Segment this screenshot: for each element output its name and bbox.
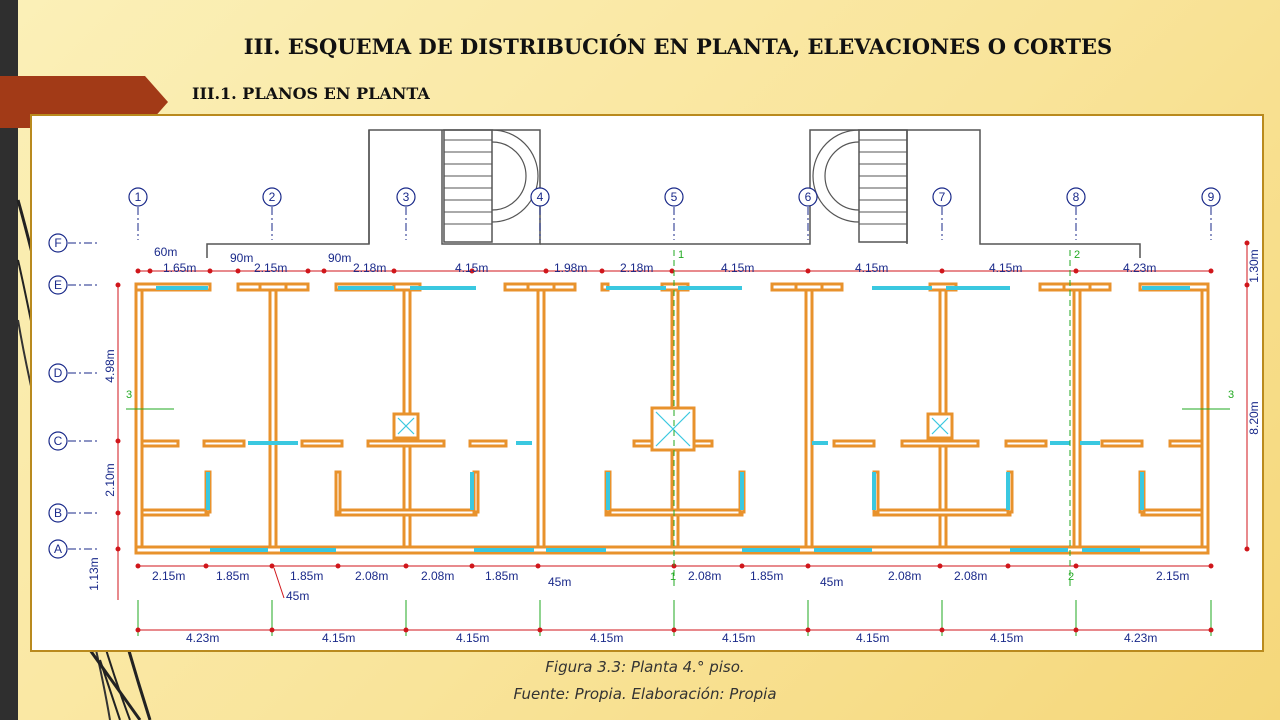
dimension-tick xyxy=(544,269,548,273)
dimension-tick xyxy=(672,628,676,632)
dimension-label-bottom: 45m xyxy=(548,575,572,589)
dimension-label-right: 1.30m xyxy=(1247,249,1261,283)
dimension-tick xyxy=(116,547,120,551)
dimension-tick xyxy=(600,269,604,273)
wall xyxy=(368,441,444,446)
dimension-label-axes: 4.15m xyxy=(590,631,624,645)
dimension-tick xyxy=(940,628,944,632)
dimension-label-top: 1.98m xyxy=(554,261,588,275)
dimension-label-bottom: 2.08m xyxy=(421,569,455,583)
wall xyxy=(142,441,178,446)
section-marker-label: 2 xyxy=(1068,571,1075,583)
wall xyxy=(1074,290,1080,547)
section-marker-label: 1 xyxy=(670,571,677,583)
dimension-tick xyxy=(740,564,744,568)
dimension-tick xyxy=(306,269,310,273)
dimension-label-top: 90m xyxy=(230,251,254,265)
wall xyxy=(902,441,978,446)
wall xyxy=(874,510,1010,515)
dimension-tick xyxy=(806,269,810,273)
dimension-label-top: 90m xyxy=(328,251,352,265)
dimension-tick xyxy=(806,564,810,568)
axis-label-7: 7 xyxy=(938,190,946,204)
dimension-tick xyxy=(538,628,542,632)
wall xyxy=(538,290,544,547)
wall xyxy=(1064,284,1090,290)
dimension-label-bottom: 2.08m xyxy=(954,569,988,583)
dimension-label-bottom: 2.15m xyxy=(1156,569,1190,583)
axis-label-6: 6 xyxy=(804,190,812,204)
dimension-label-axes: 4.15m xyxy=(322,631,356,645)
figure-caption: Figura 3.3: Planta 4.° piso. xyxy=(545,658,745,676)
wall xyxy=(1102,441,1142,446)
dimension-tick xyxy=(322,269,326,273)
dimension-tick xyxy=(204,564,208,568)
wall xyxy=(806,290,812,547)
dimension-label-bottom: 1.85m xyxy=(290,569,324,583)
axis-label-C: C xyxy=(53,434,63,448)
wall xyxy=(1142,510,1202,515)
axis-label-1: 1 xyxy=(134,190,142,204)
dimension-tick xyxy=(236,269,240,273)
wall xyxy=(270,290,276,547)
dimension-label-top: 4.15m xyxy=(455,261,489,275)
dimension-tick xyxy=(404,628,408,632)
dimension-label-bottom: 2.08m xyxy=(355,569,389,583)
dimension-tick xyxy=(1245,241,1249,245)
dimension-label-bottom: 1.85m xyxy=(216,569,250,583)
dimension-tick xyxy=(1074,628,1078,632)
dimension-label-top: 4.15m xyxy=(855,261,889,275)
dimension-label-bottom: 45m xyxy=(820,575,844,589)
dimension-tick xyxy=(1245,547,1249,551)
dimension-tick xyxy=(940,269,944,273)
wall xyxy=(834,441,874,446)
wall xyxy=(796,284,822,290)
wall xyxy=(302,441,342,446)
dimension-tick xyxy=(136,269,140,273)
floor-plan-figure xyxy=(30,114,1264,652)
dimension-label-top: 2.18m xyxy=(620,261,654,275)
dimension-label-top: 60m xyxy=(154,245,178,259)
dimension-tick xyxy=(670,269,674,273)
dimension-label-bottom: 1.85m xyxy=(750,569,784,583)
dimension-tick xyxy=(1209,269,1213,273)
dimension-label-bottom: 2.15m xyxy=(152,569,186,583)
dimension-label-bottom: 2.08m xyxy=(688,569,722,583)
wall xyxy=(470,441,506,446)
axis-label-B: B xyxy=(53,506,63,520)
dimension-label-top: 2.18m xyxy=(353,261,387,275)
axis-label-9: 9 xyxy=(1207,190,1215,204)
axis-label-E: E xyxy=(53,278,63,292)
wall xyxy=(336,472,340,512)
section-marker-label: 1 xyxy=(678,249,685,261)
dimension-label-leader: 45m xyxy=(286,589,310,603)
dimension-label-axes: 4.15m xyxy=(856,631,890,645)
dimension-tick xyxy=(270,564,274,568)
dimension-label-axes: 4.15m xyxy=(722,631,756,645)
dimension-tick xyxy=(270,628,274,632)
axis-label-2: 2 xyxy=(268,190,276,204)
wall xyxy=(474,472,478,512)
dimension-label-left: 1.13m xyxy=(87,557,101,591)
dimension-label-axes: 4.23m xyxy=(186,631,220,645)
wall xyxy=(204,441,244,446)
axis-label-D: D xyxy=(53,366,63,380)
dimension-tick xyxy=(1209,628,1213,632)
stair-icon xyxy=(492,130,859,222)
dimension-tick xyxy=(136,628,140,632)
floor-plan-drawing xyxy=(32,116,1262,650)
slide-title: III. ESQUEMA DE DISTRIBUCIÓN EN PLANTA, ELEVACIONES O CORTES xyxy=(243,34,1113,59)
dimension-tick xyxy=(336,564,340,568)
dimension-tick xyxy=(1074,564,1078,568)
axis-label-F: F xyxy=(54,236,62,250)
figure-source: Fuente: Propia. Elaboración: Propia xyxy=(513,685,777,703)
dimension-tick xyxy=(116,283,120,287)
section-marker-label: 3 xyxy=(126,389,133,401)
dimension-tick xyxy=(1209,564,1213,568)
section-marker-label: 3 xyxy=(1228,389,1235,401)
wall xyxy=(528,284,554,290)
axis-label-5: 5 xyxy=(670,190,678,204)
axis-label-4: 4 xyxy=(536,190,544,204)
dimension-label-top: 1.65m xyxy=(163,261,197,275)
dimension-label-top: 4.15m xyxy=(989,261,1023,275)
dimension-label-left: 2.10m xyxy=(103,463,117,497)
dimension-label-top: 4.15m xyxy=(721,261,755,275)
dimension-label-bottom: 2.08m xyxy=(888,569,922,583)
dimension-tick xyxy=(938,564,942,568)
dimension-label-bottom: 1.85m xyxy=(485,569,519,583)
dimension-label-axes: 4.15m xyxy=(990,631,1024,645)
axis-label-8: 8 xyxy=(1072,190,1080,204)
wall xyxy=(1006,441,1046,446)
dimension-label-left: 4.98m xyxy=(103,349,117,383)
axis-label-A: A xyxy=(53,542,63,556)
dimension-tick xyxy=(208,269,212,273)
section-marker-label: 2 xyxy=(1074,249,1081,261)
dimension-label-axes: 4.23m xyxy=(1124,631,1158,645)
dimension-tick xyxy=(404,564,408,568)
dimension-tick xyxy=(116,511,120,515)
slide-subtitle: III.1. PLANOS EN PLANTA xyxy=(192,84,430,103)
wall xyxy=(260,284,286,290)
dimension-leader xyxy=(274,568,284,598)
dimension-tick xyxy=(1074,269,1078,273)
wall xyxy=(336,510,476,515)
dimension-tick xyxy=(1006,564,1010,568)
dimension-tick xyxy=(392,269,396,273)
dimension-tick xyxy=(536,564,540,568)
wall xyxy=(142,510,208,515)
dimension-tick xyxy=(148,269,152,273)
dimension-label-top: 4.23m xyxy=(1123,261,1157,275)
dimension-label-right: 8.20m xyxy=(1247,401,1261,435)
wall xyxy=(1170,441,1202,446)
dimension-label-axes: 4.15m xyxy=(456,631,490,645)
dimension-tick xyxy=(136,564,140,568)
dimension-tick xyxy=(806,628,810,632)
axis-label-3: 3 xyxy=(402,190,410,204)
dimension-tick xyxy=(470,564,474,568)
dimension-label-top: 2.15m xyxy=(254,261,288,275)
dimension-tick xyxy=(116,439,120,443)
